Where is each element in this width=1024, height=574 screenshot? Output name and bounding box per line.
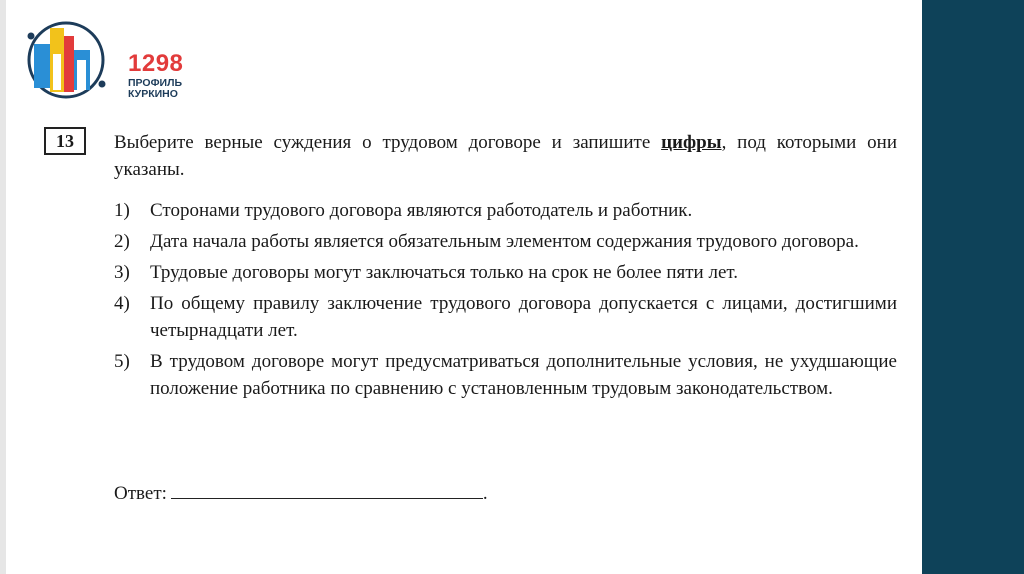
answer-input-line[interactable] [171, 480, 483, 499]
slide [6, 0, 922, 574]
answer-row [114, 480, 488, 507]
option-number: 3) [114, 262, 130, 283]
stem-text-before: Выберите верные суждения о трудовом договоре и запишите [114, 132, 662, 153]
option-4 [114, 290, 897, 344]
option-1 [114, 197, 897, 224]
logo-emblem-icon [18, 14, 118, 109]
option-text: Трудовые договоры могут заключаться только на срок не более пяти лет. [150, 262, 739, 283]
logo-subtitle-1: ПРОФИЛЬ [128, 77, 183, 89]
question-stem [114, 129, 897, 183]
option-number: 5) [114, 351, 130, 372]
option-number: 1) [114, 200, 130, 221]
option-number: 4) [114, 293, 130, 314]
option-text: По общему правилу заключение трудового договора допускается с лицами, достигшими четырнадцати лет. [150, 293, 897, 341]
answer-label: Ответ: [114, 483, 167, 504]
stem-emphasis: цифры [661, 132, 722, 153]
option-text: Сторонами трудового договора являются работодатель и работник. [150, 200, 693, 221]
option-text: В трудовом договоре могут предусматриваться дополнительные условия, не ухудшающие положение работника по сравнению с установленным трудовым законодательством. [150, 351, 897, 399]
option-2 [114, 228, 897, 255]
option-number: 2) [114, 231, 130, 252]
logo-subtitle-2: КУРКИНО [128, 88, 178, 100]
logo [18, 14, 188, 109]
question-number: 13 [44, 127, 86, 155]
logo-number: 1298 [128, 50, 184, 77]
option-text: Дата начала работы является обязательным элементом содержания трудового договора. [150, 231, 859, 252]
options-list [114, 197, 897, 406]
stem-text-after: , под которыми они указаны. [114, 132, 897, 180]
option-3 [114, 259, 897, 286]
answer-end: . [482, 483, 488, 504]
right-side-panel [922, 0, 1024, 574]
option-5 [114, 348, 897, 402]
